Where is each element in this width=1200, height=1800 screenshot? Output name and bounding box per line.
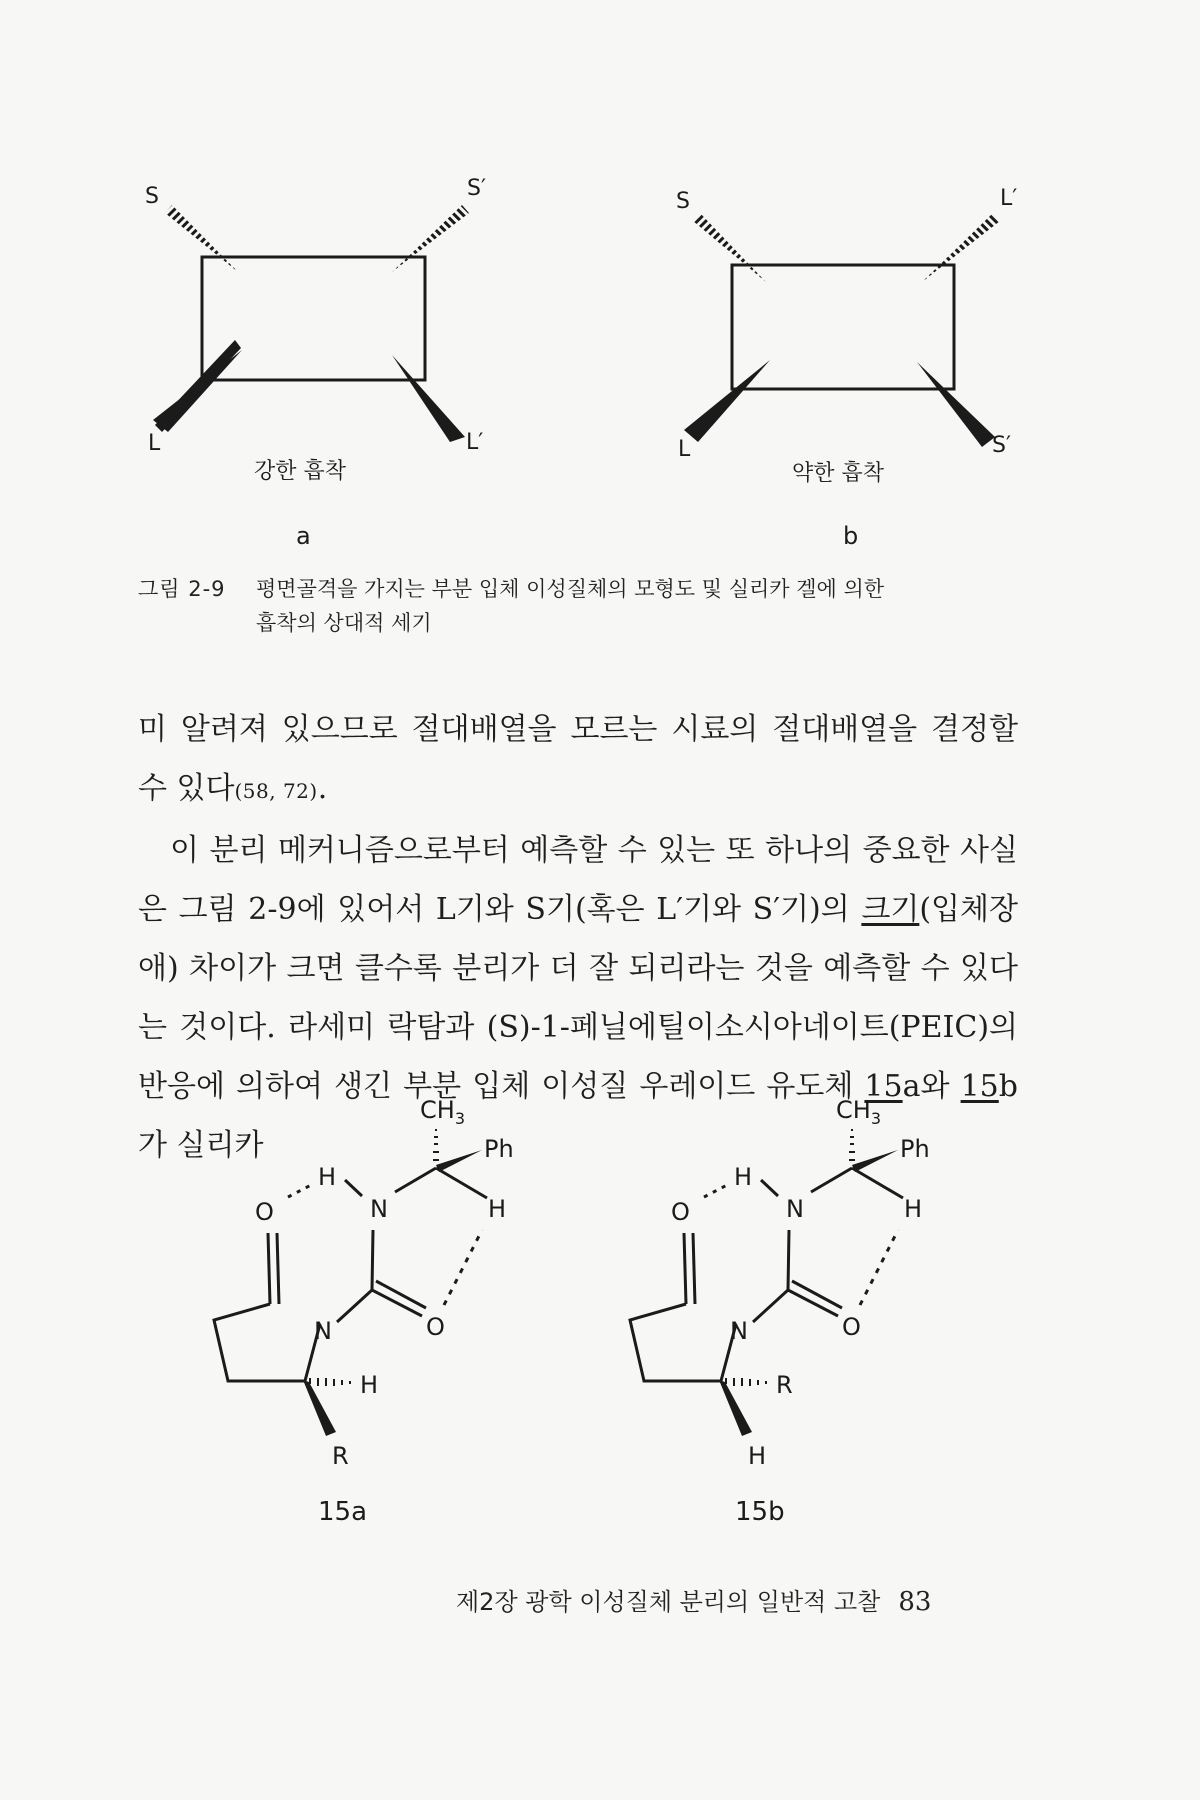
panel-b-label-s-prime: S′ bbox=[992, 433, 1011, 458]
chapter-title: 제2장 광학 이성질체 분리의 일반적 고찰 bbox=[456, 1588, 881, 1616]
15a-wedge-ph bbox=[436, 1150, 482, 1172]
panel-a-wedge-br bbox=[392, 355, 465, 442]
15a-o-right: O bbox=[426, 1313, 445, 1341]
15a-wedge-sub bbox=[303, 1380, 336, 1436]
panel-b-hash-top-left bbox=[693, 213, 766, 282]
panel-b-square bbox=[732, 265, 954, 389]
paragraph-2-text-b: (입체장애) 차이가 크면 클수록 분리가 더 잘 되리라는 것을 예측할 수 있다는 것이다. 라세미 락탐과 (S)-1-페닐에틸이소시아네이트(PEIC)의 반응에 의하여 생긴 부분 입체 이성질 우레이드 유도체 bbox=[138, 892, 1018, 1104]
panel-a bbox=[145, 176, 486, 550]
15b-n-top: N bbox=[786, 1195, 804, 1223]
15b-wedge-ph bbox=[852, 1150, 898, 1172]
15a-ring bbox=[214, 1304, 320, 1381]
structure-15a bbox=[214, 1130, 487, 1386]
15a-nh-h: H bbox=[318, 1163, 337, 1191]
panel-b bbox=[676, 186, 1017, 550]
paragraph-2-text-d: b가 실리카 bbox=[138, 1069, 1018, 1163]
15b-hash-sub: R bbox=[776, 1371, 793, 1399]
panel-b-wedge-bl bbox=[684, 360, 770, 442]
15b-nh-h: H bbox=[734, 1163, 753, 1191]
15a-hash-sub: H bbox=[360, 1371, 379, 1399]
15a-n-top: N bbox=[370, 1195, 388, 1223]
paragraph-2-text-c: a와 bbox=[902, 1069, 961, 1104]
structures-figure bbox=[0, 1080, 1200, 1560]
figure-2-9 bbox=[0, 0, 1200, 560]
panel-a-square bbox=[202, 257, 425, 380]
panel-a-sublabel: 강한 흡착 bbox=[254, 459, 347, 484]
compound-ref-15b-number: 15 bbox=[960, 1069, 999, 1104]
15b-wedge-sub bbox=[719, 1380, 752, 1436]
caption-line-2: 흡착의 상대적 세기 bbox=[256, 611, 432, 635]
15a-ch3: $CH_3$ bbox=[420, 1096, 465, 1128]
caption-number: 그림 2-9 bbox=[138, 577, 226, 601]
caption-line-1: 평면골격을 가지는 부분 입체 이성질체의 모형도 및 실리카 겔에 의한 bbox=[256, 577, 885, 601]
15a-h-right: H bbox=[488, 1195, 507, 1223]
paragraph-2-emphasis: 크기 bbox=[861, 892, 920, 927]
panel-b-sublabel: 약한 흡착 bbox=[792, 461, 885, 486]
15a-o-left: O bbox=[255, 1198, 274, 1226]
compound-ref-15a-number: 15 bbox=[864, 1069, 903, 1104]
citation-ref: (58, 72) bbox=[234, 779, 318, 803]
15b-ring bbox=[630, 1304, 736, 1381]
panel-b-label-l: L bbox=[678, 437, 691, 462]
panel-a-hash-top-right bbox=[392, 205, 469, 272]
15a-n-ring: N bbox=[314, 1317, 332, 1345]
15b-ph: Ph bbox=[900, 1135, 930, 1163]
panel-b-wedge-br bbox=[917, 362, 995, 447]
panel-a-letter: a bbox=[296, 522, 311, 550]
15a-name: 15a bbox=[318, 1497, 368, 1527]
page-number: 83 bbox=[898, 1587, 932, 1617]
15a-wedge-sub-label: R bbox=[332, 1442, 349, 1470]
panel-b-label-s: S bbox=[676, 189, 690, 214]
panel-b-letter: b bbox=[843, 522, 859, 550]
paragraph-2-text-a: 이 분리 메커니즘으로부터 예측할 수 있는 또 하나의 중요한 사실은 그림 2-9에 있어서 L기와 S기(혹은 L′기와 S′기)의 bbox=[138, 833, 1018, 927]
paragraph-1 bbox=[138, 700, 1018, 821]
panel-a-label-s-prime: S′ bbox=[467, 176, 486, 201]
15b-h-right: H bbox=[904, 1195, 923, 1223]
15b-name: 15b bbox=[735, 1497, 785, 1527]
15a-ph: Ph bbox=[484, 1135, 514, 1163]
panel-a-label-l-prime: L′ bbox=[466, 430, 484, 455]
paragraph-1-text: 미 알려져 있으므로 절대배열을 모르는 시료의 절대배열을 결정할 수 있다 bbox=[138, 712, 1018, 806]
15b-n-ring: N bbox=[730, 1317, 748, 1345]
panel-b-hash-top-right bbox=[922, 213, 1000, 282]
panel-b-label-l-prime: L′ bbox=[1000, 186, 1018, 211]
panel-a-wedge-bl bbox=[153, 350, 242, 432]
panel-a-label-s: S bbox=[145, 184, 159, 209]
15b-wedge-sub-label: H bbox=[748, 1442, 767, 1470]
15b-o-right: O bbox=[842, 1313, 861, 1341]
page-footer bbox=[456, 1582, 931, 1617]
15b-o-left: O bbox=[671, 1198, 690, 1226]
panel-a-label-l: L bbox=[148, 431, 161, 456]
15b-ch3: $CH_3$ bbox=[836, 1096, 881, 1128]
figure-caption bbox=[138, 572, 1038, 640]
structure-15b bbox=[630, 1130, 903, 1386]
paragraph-1-end: . bbox=[317, 771, 328, 806]
